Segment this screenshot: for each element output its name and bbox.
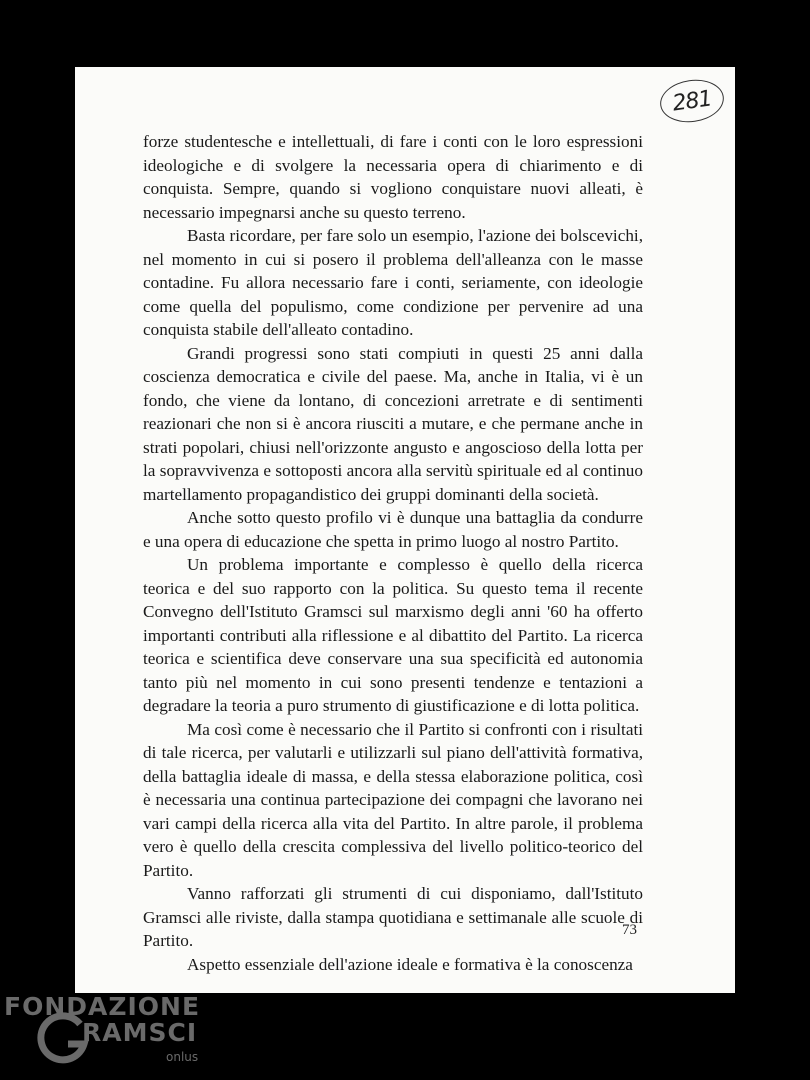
paragraph-2: Basta ricordare, per fare solo un esempio, l'azione dei bolscevichi, nel momento in cui si posero il problema dell'alleanza con le masse contadine. Fu allora necessario fare i conti, seriamente, con ideologie come quella del populismo, come condizione per pervenire ad una conquista stabile dell'alleato contadino. — [143, 226, 643, 339]
paragraph-6: Ma così come è necessario che il Partito si confronti con i risultati di tale ricerca, per valutarli e utilizzarli sul piano dell'attività formativa, della battaglia ideale di massa, e della stessa elaborazione politica, così è necessaria una continua partecipazione dei compagni che lavorano nei vari campi della ricerca alla vita del Partito. In altre parole, il problema vero è quello della crescita complessiva del livello politico-teorico del Partito. — [143, 719, 643, 880]
body-text — [143, 130, 643, 976]
handwritten-page-annotation: 281 — [657, 76, 726, 126]
paragraph-7: Vanno rafforzati gli strumenti di cui disponiamo, dall'Istituto Gramsci alle riviste, dalla stampa quotidiana e settimanale alle scuole di Partito. — [143, 884, 643, 950]
paragraph-5: Un problema importante e complesso è quello della ricerca teorica e del suo rapporto con la politica. Su questo tema il recente Convegno dell'Istituto Gramsci sul marxismo degli anni '60 ha offerto importanti contributi alla riflessione e al dibattito del Partito. La ricerca teorica e scientifica deve conservare una sua specificità ed autonomia tanto più nel momento in cui sono presenti tendenze e tentazioni a degradare la teoria a puro strumento di giustificazione e di lotta politica. — [143, 555, 643, 715]
logo-tagline: onlus — [166, 1050, 199, 1064]
logo-line-2: RAMSCI — [82, 1018, 198, 1047]
paragraph-3: Grandi progressi sono stati compiuti in questi 25 anni dalla coscienza democratica e civile del paese. Ma, anche in Italia, vi è un fondo, che viene da lontano, di concezioni arretrate e di sentimenti reazionari che non si è ancora riusciti a mutare, e che permane anche in strati popolari, chiusi nell'orizzonte angusto e angoscioso della lotta per la sopravvivenza e sottoposti ancora alla servitù spirituale ed al continuo martellamento propagandistico dei gruppi dominanti della società. — [143, 343, 643, 504]
paragraph-8: Aspetto essenziale dell'azione ideale e formativa è la conoscenza — [187, 954, 633, 974]
paragraph-4: Anche sotto questo profilo vi è dunque una battaglia da condurre e una opera di educazione che spetta in primo luogo al nostro Partito. — [143, 508, 643, 551]
paragraph-1: forze studentesche e intellettuali, di fare i conti con le loro espressioni ideologiche e di svolgere la necessaria opera di chiarimento e di conquista. Sempre, quando si vogliono conquistare nuovi alleati, è necessario impegnarsi anche su questo terreno. — [143, 132, 643, 222]
fondazione-gramsci-logo — [4, 992, 204, 1072]
page-number: 73 — [622, 922, 637, 938]
logo-line-1: FONDAZIONE — [4, 992, 201, 1021]
